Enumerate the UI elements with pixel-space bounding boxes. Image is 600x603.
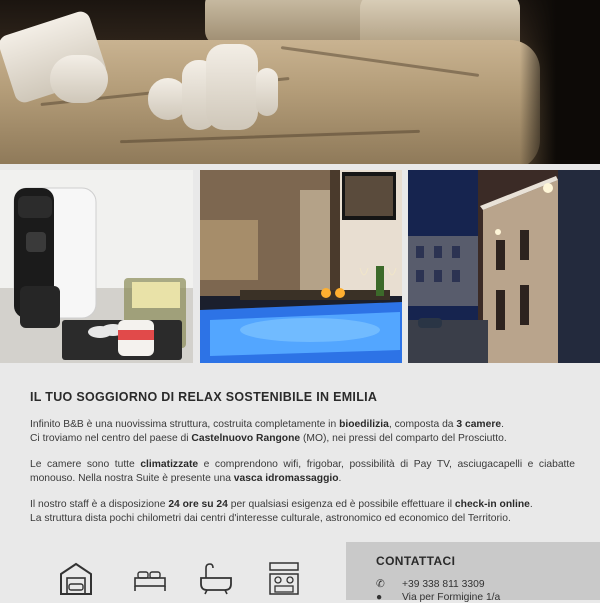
intro-paragraph-2: Le camere sono tutte climatizzate e comprendono wifi, frigobar, possibilità di Pay TV, asciugacapelli e ciabatte monouso. Nella nostra Suite è presente una vasca idromassaggio. — [30, 459, 575, 484]
garage-icon — [58, 560, 94, 596]
street-night-photo — [408, 170, 600, 363]
contact-address: Via per Formigine 1/a — [402, 592, 501, 603]
kitchen-icon — [266, 560, 302, 596]
bed-icon — [132, 560, 168, 596]
phone-icon: ✆ — [376, 579, 385, 590]
contact-phone[interactable]: +39 338 811 3309 — [402, 579, 485, 590]
coffee-machine-photo — [0, 170, 193, 363]
amenity-icons — [52, 560, 312, 600]
contact-title: CONTATTACI — [376, 554, 456, 568]
intro-paragraph-1: Infinito B&B è una nuovissima struttura, costruita completamente in bioedilizia, composta da 3 camere. Ci troviamo nel centro del paese di Castelnuovo Rangone (MO), nei pressi del comparto del Prosciutto. — [30, 419, 507, 444]
intro-title: IL TUO SOGGIORNO DI RELAX SOSTENIBILE IN EMILIA — [30, 390, 378, 404]
intro-paragraph-3: Il nostro staff è a disposizione 24 ore su 24 per qualsiasi esigenza ed è possibile effettuare il check-in online. La struttura dista pochi chilometri dai centri d'interesse culturale, astronomico ed economico del Territorio. — [30, 499, 533, 524]
contact-panel — [346, 542, 600, 603]
contact-address-row — [376, 592, 500, 603]
hero-photo — [0, 0, 600, 164]
bathtub-icon — [198, 560, 234, 596]
intro-section — [30, 390, 575, 538]
jacuzzi-suite-photo — [200, 170, 402, 363]
contact-phone-row[interactable] — [376, 578, 485, 590]
location-pin-icon: ● — [376, 592, 383, 603]
